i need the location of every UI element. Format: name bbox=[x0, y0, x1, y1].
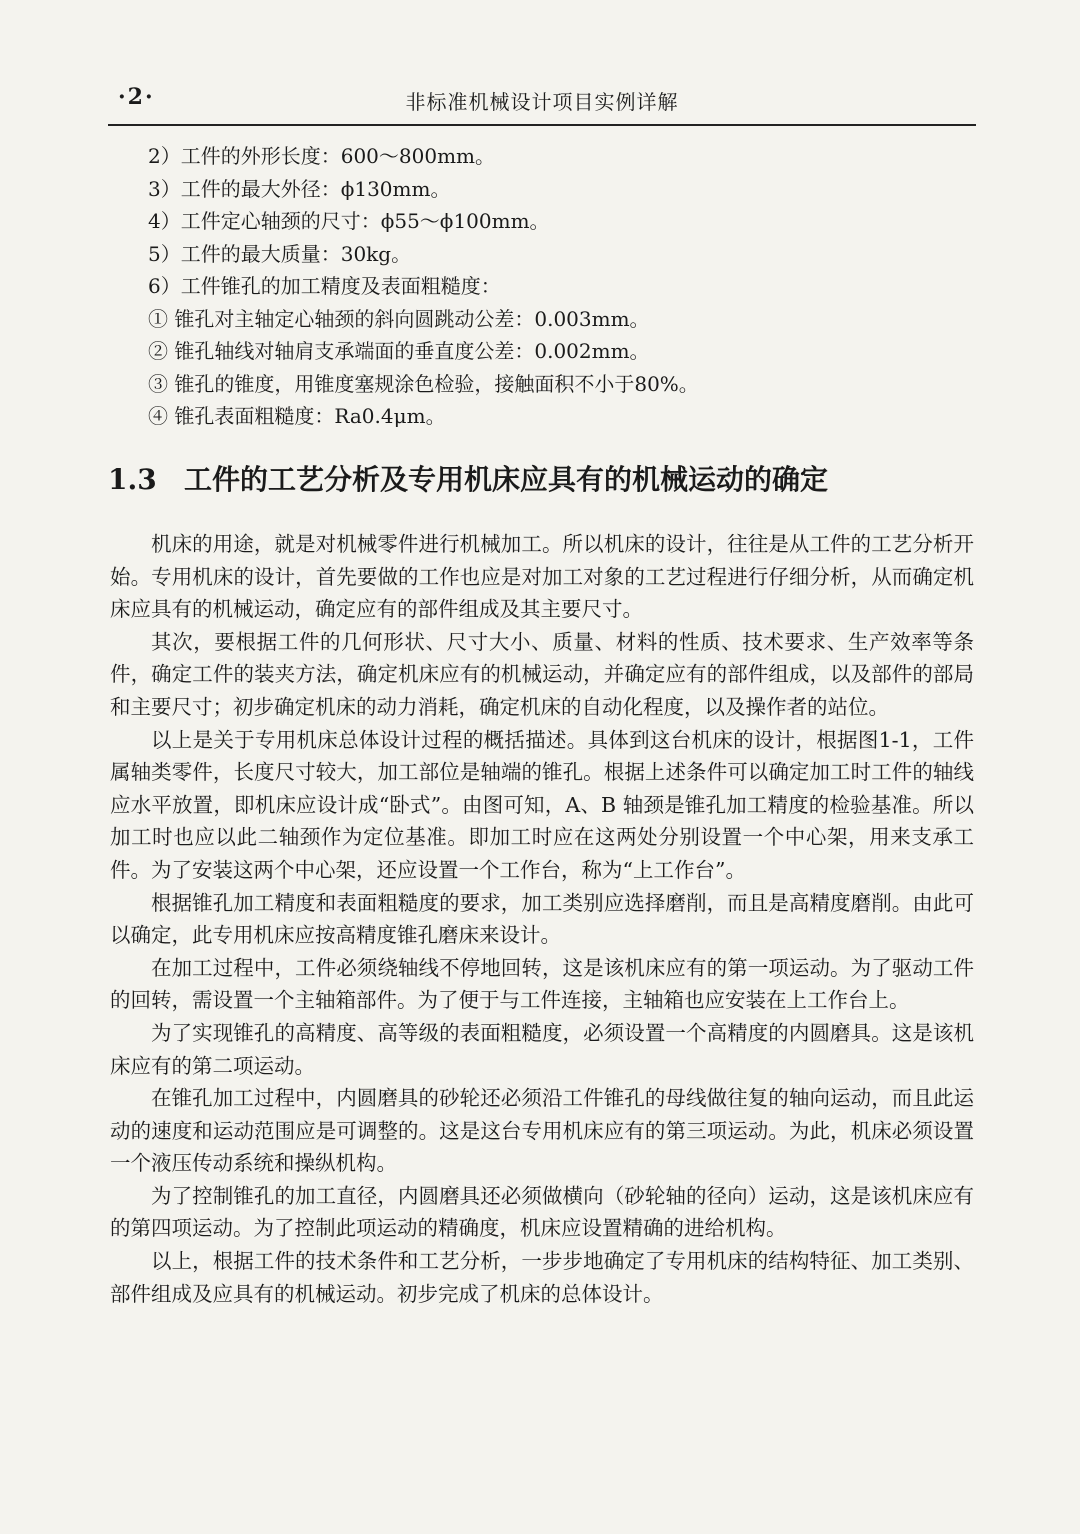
paragraph: 在锥孔加工过程中，内圆磨具的砂轮还必须沿工件锥孔的母线做往复的轴向运动，而且此运动的速度和运动范围应是可调整的。这是这台专用机床应有的第三项运动。为此，机床必须设置一个液压传动系统和操纵机构。 bbox=[110, 1086, 974, 1176]
paragraph: 机床的用途，就是对机械零件进行机械加工。所以机床的设计，往往是从工件的工艺分析开始。专用机床的设计，首先要做的工作也应是对加工对象的工艺过程进行仔细分析，从而确定机床应具有的机械运动，确定应有的部件组成及其主要尺寸。 bbox=[110, 532, 974, 622]
list-item: 3）工件的最大外径：ϕ130mm。 bbox=[148, 176, 451, 201]
list-item: 6）工件锥孔的加工精度及表面粗糙度： bbox=[148, 274, 501, 298]
list-item: ① 锥孔对主轴定心轴颈的斜向圆跳动公差：0.003mm。 bbox=[148, 306, 650, 331]
list-item: ④ 锥孔表面粗糙度：Ra0.4μm。 bbox=[148, 404, 446, 428]
paragraph: 根据锥孔加工精度和表面粗糙度的要求，加工类别应选择磨削，而且是高精度磨削。由此可以确定，此专用机床应按高精度锥孔磨床来设计。 bbox=[110, 890, 974, 948]
list-item: 4）工件定心轴颈的尺寸：ϕ55～ϕ100mm。 bbox=[148, 209, 550, 233]
running-title: 非标准机械设计项目实例详解 bbox=[405, 90, 679, 114]
section-heading bbox=[108, 458, 978, 498]
list-item: ③ 锥孔的锥度，用锥度塞规涂色检验，接触面积不小于80%。 bbox=[148, 371, 699, 396]
paragraph: 以上，根据工件的技术条件和工艺分析，一步步地确定了专用机床的结构特征、加工类别、部件组成及应具有的机械运动。初步完成了机床的总体设计。 bbox=[110, 1249, 974, 1306]
section-number: 1.3 bbox=[108, 463, 157, 496]
page-header bbox=[108, 80, 976, 126]
paragraph: 为了实现锥孔的高精度、高等级的表面粗糙度，必须设置一个高精度的内圆磨具。这是该机床应有的第二项运动。 bbox=[110, 1020, 974, 1078]
list-item: 2）工件的外形长度：600～800mm。 bbox=[148, 144, 496, 168]
page-number: ·2· bbox=[118, 84, 155, 110]
paragraph: 为了控制锥孔的加工直径，内圆磨具还必须做横向（砂轮轴的径向）运动，这是该机床应有的第四项运动。为了控制此项运动的精确度，机床应设置精确的进给机构。 bbox=[110, 1183, 974, 1241]
list-item: ② 锥孔轴线对轴肩支承端面的垂直度公差：0.002mm。 bbox=[148, 339, 650, 363]
paragraph: 其次，要根据工件的几何形状、尺寸大小、质量、材料的性质、技术要求、生产效率等条件，确定工件的装夹方法，确定机床应有的机械运动，并确定应有的部件组成，以及部件的部局和主要尺寸；初步确定机床的动力消耗，确定机床的自动化程度，以及操作者的站位。 bbox=[110, 629, 974, 719]
section-title: 工件的工艺分析及专用机床应具有的机械运动的确定 bbox=[184, 463, 829, 496]
list-item: 5）工件的最大质量：30kg。 bbox=[148, 241, 412, 266]
paragraph: 以上是关于专用机床总体设计过程的概括描述。具体到这台机床的设计，根据图1-1，工件属轴类零件，长度尺寸较大，加工部位是轴端的锥孔。根据上述条件可以确定加工时工件的轴线应水平放置，即机床应设计成“卧式”。由图可知，A、B 轴颈是锥孔加工精度的检验基准。所以加工时也应以此二轴颈作为定位基准。即加工时应在这两处分别设置一个中心架，用来支承工件。为了安装这两个中心架，还应设置一个工作台，称为“上工作台”。 bbox=[110, 727, 974, 882]
paragraph: 在加工过程中，工件必须绕轴线不停地回转，这是该机床应有的第一项运动。为了驱动工件的回转，需设置一个主轴箱部件。为了便于与工件连接，主轴箱也应安装在上工作台上。 bbox=[110, 955, 974, 1013]
requirements-list bbox=[148, 140, 978, 433]
body-text bbox=[110, 528, 974, 1310]
